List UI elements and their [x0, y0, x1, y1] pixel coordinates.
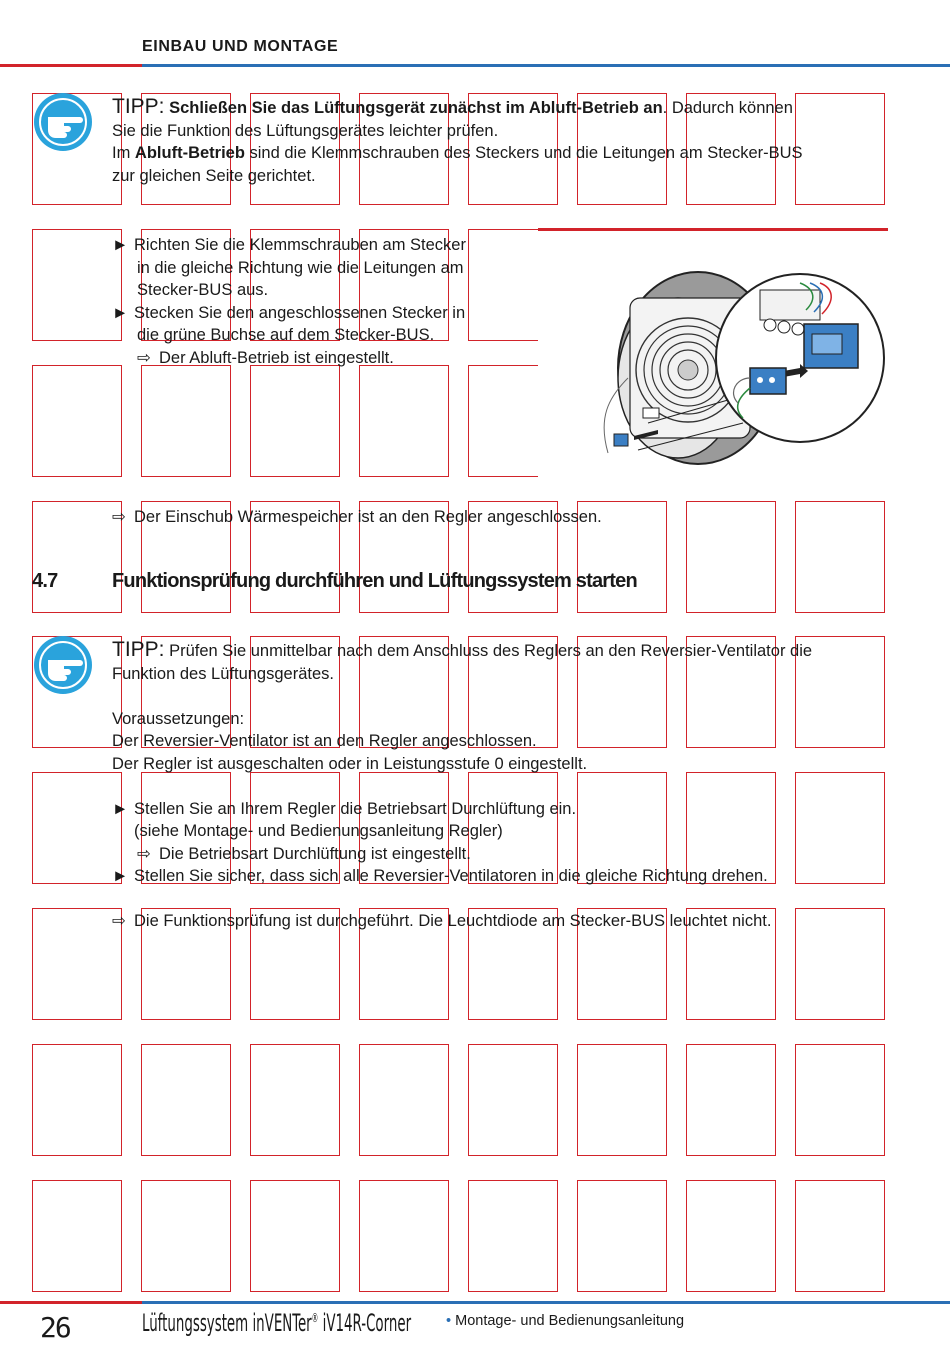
prerequisite: Der Regler ist ausgeschalten oder in Leistungsstufe 0 eingestellt. [112, 754, 588, 773]
step-text: (siehe Montage- und Bedienungsanleitung Regler) [134, 822, 503, 840]
tip-2 [112, 639, 912, 933]
footer-rule-red [0, 1301, 142, 1304]
grid-cell [795, 1180, 885, 1292]
section-number: 4.7 [32, 570, 58, 592]
step-text: Richten Sie die Klemmschrauben am Stecker [134, 236, 466, 254]
grid-cell [250, 365, 340, 477]
grid-cell [32, 365, 122, 477]
grid-cell [577, 1180, 667, 1292]
fan-connector-illustration [538, 228, 888, 478]
result-text: Die Funktionsprüfung ist durchgeführt. Die Leuchtdiode am Stecker-BUS leuchtet nicht. [134, 912, 772, 930]
chapter-header: EINBAU UND MONTAGE [142, 38, 339, 55]
grid-cell [32, 772, 122, 884]
tip-bold-term: Abluft-Betrieb [134, 144, 245, 162]
tip-line: Im [112, 144, 135, 162]
header-rule-blue [142, 64, 950, 67]
grid-cell [686, 501, 776, 613]
grid-cell [795, 1044, 885, 1156]
result-arrow-icon: ⇨ [137, 844, 151, 863]
result-arrow-icon: ⇨ [112, 508, 126, 526]
tip-1 [112, 96, 902, 187]
grid-cell [141, 365, 231, 477]
grid-cell [359, 1180, 449, 1292]
tip-label: TIPP: [112, 638, 165, 661]
model-name: iV14R-Corner [318, 1309, 412, 1337]
pointing-hand-icon [34, 636, 92, 694]
triangle-bullet-icon: ► [112, 867, 129, 885]
triangle-bullet-icon: ► [112, 799, 129, 818]
tip-label: TIPP: [112, 95, 165, 118]
step-result: Der Abluft-Betrieb ist eingestellt. [159, 348, 394, 367]
header-rule-red [0, 64, 142, 67]
grid-cell [32, 501, 122, 613]
footer-bullet: • [446, 1313, 452, 1329]
grid-cell [686, 1180, 776, 1292]
step-text: Stecker-BUS aus. [137, 281, 269, 299]
footer-doc-name: Montage- und Bedienungsanleitung [455, 1313, 685, 1329]
tip-text: Funktion des Lüftungsgerätes. [112, 664, 334, 683]
triangle-bullet-icon: ► [112, 303, 129, 322]
footer-brand [142, 1309, 411, 1337]
grid-cell [577, 1044, 667, 1156]
brand-name: Lüftungssystem inVENTer [142, 1309, 312, 1337]
grid-cell [250, 1180, 340, 1292]
footer-rule-blue [142, 1301, 950, 1304]
grid-cell [32, 229, 122, 341]
grid-cell [468, 1044, 558, 1156]
instruction-steps-1 [112, 234, 532, 369]
tip-bold-text: Schließen Sie das Lüftungsgerät zunächst im Abluft-Betrieb an [169, 99, 663, 117]
result-arrow-icon: ⇨ [137, 348, 151, 367]
step-text: in die gleiche Richtung wie die Leitungen am [137, 258, 464, 277]
grid-cell [141, 1044, 231, 1156]
grid-cell [32, 1180, 122, 1292]
grid-cell [359, 1044, 449, 1156]
prerequisites-label: Voraussetzungen: [112, 709, 245, 728]
grid-cell [359, 365, 449, 477]
tip-line: zur gleichen Seite gerichtet. [112, 166, 316, 185]
step-result: Die Betriebsart Durchlüftung ist eingestellt. [159, 844, 471, 863]
pointing-hand-icon [34, 93, 92, 151]
section-title: Funktionsprüfung durchführen und Lüftungssystem starten [112, 570, 637, 592]
grid-cell [686, 1044, 776, 1156]
grid-cell [141, 1180, 231, 1292]
page-number: 26 [40, 1311, 70, 1344]
result-text: Der Einschub Wärmespeicher ist an den Regler angeschlossen. [134, 508, 602, 526]
step-text: Stellen Sie sicher, dass sich alle Reversier-Ventilatoren in die gleiche Richtung drehen. [134, 867, 768, 885]
grid-cell [32, 908, 122, 1020]
result-arrow-icon: ⇨ [112, 912, 126, 930]
triangle-bullet-icon: ► [112, 236, 129, 254]
grid-cell [468, 1180, 558, 1292]
footer-doc-title [446, 1313, 684, 1329]
registered-mark: ® [311, 1311, 319, 1325]
tip-line: Sie die Funktion des Lüftungsgerätes leichter prüfen. [112, 121, 499, 140]
step-text: Stecken Sie den angeschlossenen Stecker in [134, 303, 466, 322]
tip-line: sind die Klemmschrauben des Steckers und die Leitungen am Stecker-BUS [244, 144, 803, 162]
prerequisite: Der Reversier-Ventilator ist an den Regler angeschlossen. [112, 732, 537, 750]
tip-text: Prüfen Sie unmittelbar nach dem Anschluss des Reglers an den Reversier-Ventilator die [169, 642, 813, 660]
grid-cell [32, 1044, 122, 1156]
grid-cell [250, 1044, 340, 1156]
step-text: die grüne Buchse auf dem Stecker-BUS. [137, 326, 435, 344]
result-1 [112, 506, 602, 529]
grid-cell [795, 501, 885, 613]
tip-text: . Dadurch können [662, 99, 793, 117]
step-text: Stellen Sie an Ihrem Regler die Betriebsart Durchlüftung ein. [134, 799, 577, 818]
